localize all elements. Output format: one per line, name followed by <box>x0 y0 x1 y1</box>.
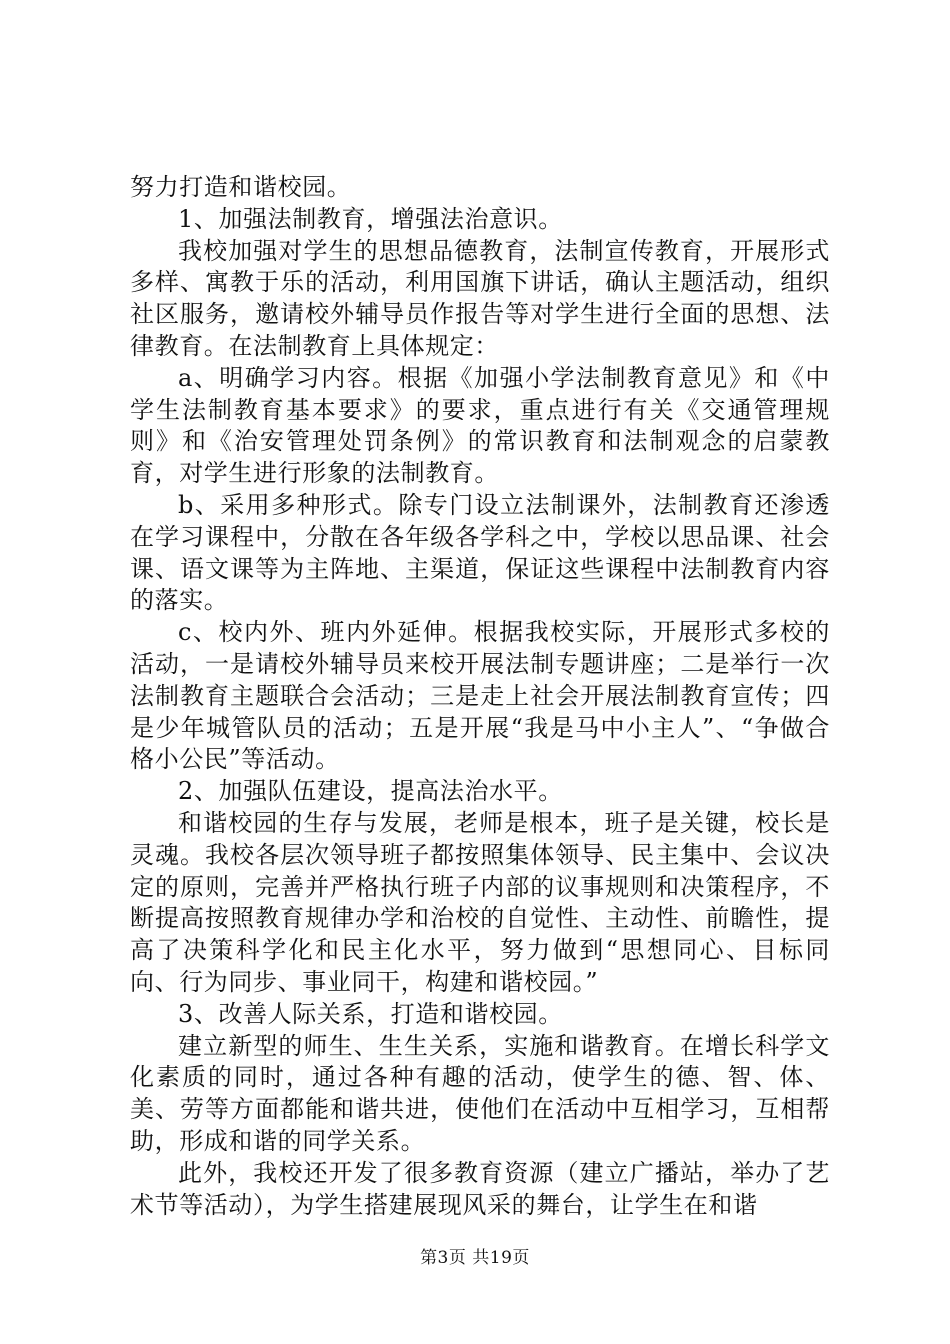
paragraph-item-a: a、明确学习内容。根据《加强小学法制教育意见》和《中学生法制教育基本要求》的要求，重点进行有关《交通管理规则》和《治安管理处罚条例》的常识教育和法制观念的启蒙教育，对学生进行形象的法制教育。 <box>130 363 830 488</box>
paragraph-item-c: c、校内外、班内外延伸。根据我校实际，开展形式多校的活动，一是请校外辅导员来校开展法制专题讲座；二是举行一次法制教育主题联合会活动；三是走上社会开展法制教育宣传；四是少年城管队员的活动；五是开展“我是马中小主人”、“争做合格小公民”等活动。 <box>130 618 830 774</box>
section-heading-2: 2、加强队伍建设，提高法治水平。 <box>178 777 563 806</box>
section-heading-3: 3、改善人际关系，打造和谐校园。 <box>178 999 563 1028</box>
paragraph-legal-education: 我校加强对学生的思想品德教育，法制宣传教育，开展形式多样、寓教于乐的活动，利用国旗下讲话，确认主题活动，组织社区服务，邀请校外辅导员作报告等对学生进行全面的思想、法律教育。在法制教育上具体规定： <box>130 236 830 360</box>
document-body <box>130 172 830 1221</box>
section-heading-1: 1、加强法制教育，增强法治意识。 <box>178 204 563 233</box>
paragraph-relationships: 建立新型的师生、生生关系，实施和谐教育。在增长科学文化素质的同时，通过各种有趣的活动，使学生的德、智、体、美、劳等方面都能和谐共进，使他们在活动中互相学习，互相帮助，形成和谐的同学关系。 <box>130 1031 830 1155</box>
page-number-footer: 第3页 共19页 <box>420 1248 530 1268</box>
paragraph-item-b: b、采用多种形式。除专门设立法制课外，法制教育还渗透在学习课程中，分散在各年级各学科之中，学校以思品课、社会课、语文课等为主阵地、主渠道，保证这些课程中法制教育内容的落实。 <box>130 490 830 615</box>
paragraph-continuation: 努力打造和谐校园。 <box>130 173 352 201</box>
paragraph-team-building: 和谐校园的生存与发展，老师是根本，班子是关键，校长是灵魂。我校各层次领导班子都按照集体领导、民主集中、会议决定的原则，完善并严格执行班子内部的议事规则和决策程序，不断提高按照教育规律办学和治校的自觉性、主动性、前瞻性，提高了决策科学化和民主化水平，努力做到“思想同心、目标同向、行为同步、事业同干，构建和谐校园。” <box>130 808 830 996</box>
paragraph-resources: 此外，我校还开发了很多教育资源（建立广播站，举办了艺术节等活动），为学生搭建展现风采的舞台，让学生在和谐 <box>130 1158 830 1219</box>
